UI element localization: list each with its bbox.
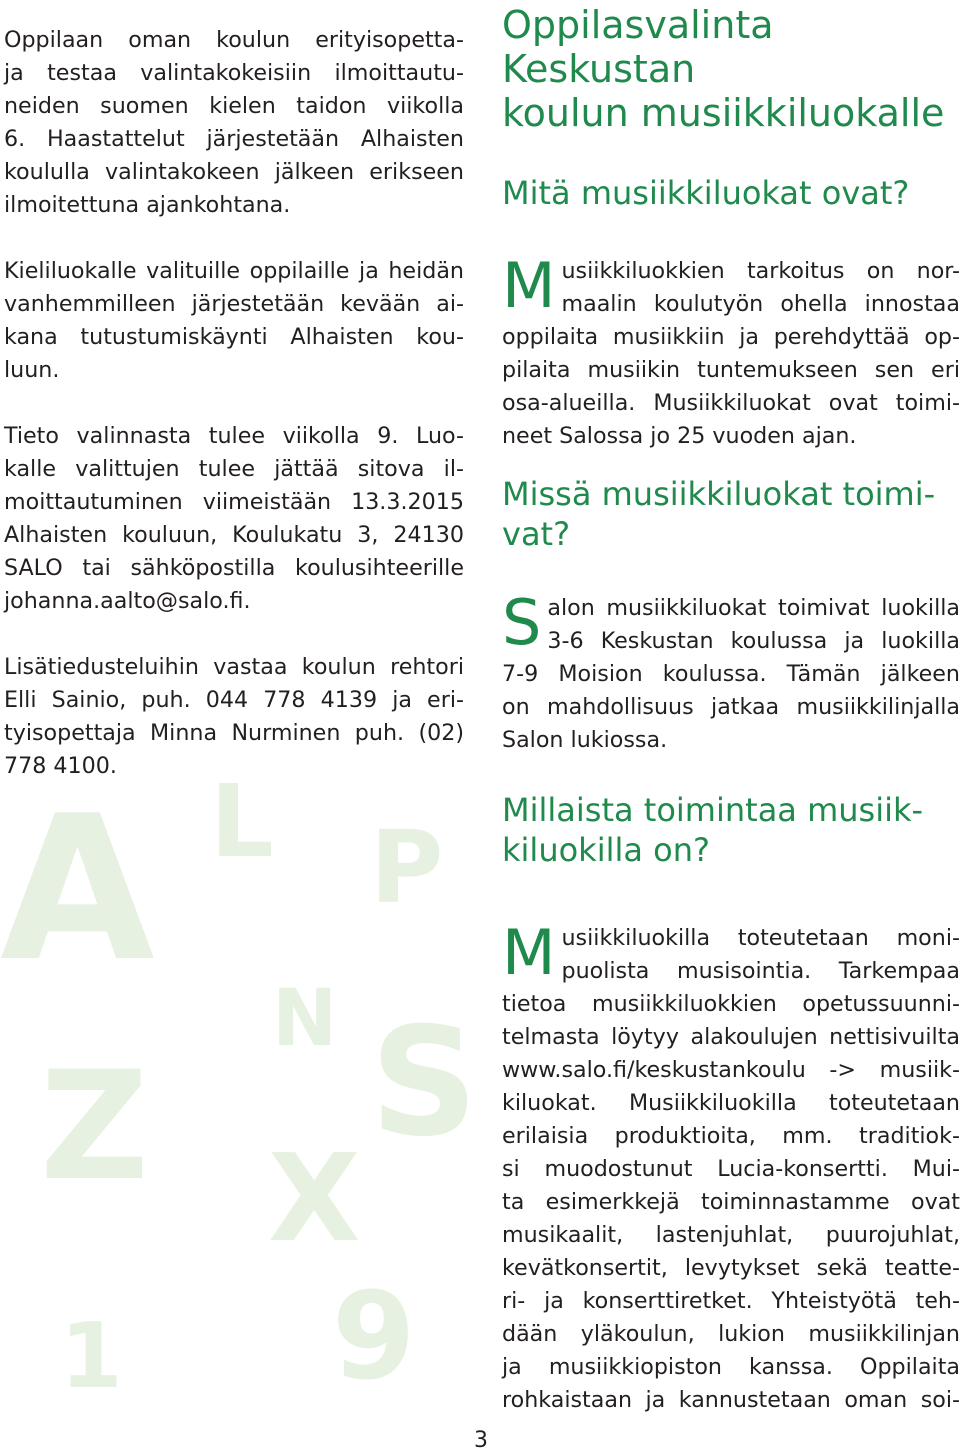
text-line: erilaisia produktioita, mm. traditiok- — [502, 1123, 960, 1149]
dropcap-s: S — [502, 586, 542, 659]
text-line: kana tutustumiskäynti Alhaisten kou- — [4, 324, 464, 350]
heading-line: kiluokilla on? — [502, 831, 710, 869]
text-line: osa-alueilla. Musiikkiluokat ovat toimi- — [502, 390, 960, 416]
decor-letter-p: P — [370, 809, 444, 926]
right-column — [502, 0, 960, 1450]
text-line: kiluokat. Musiikkiluokilla toteutetaan — [502, 1090, 960, 1116]
text-line: ta esimerkkejä toiminnastamme ovat — [502, 1189, 960, 1215]
title-line: koulun musiikkiluokalle — [502, 91, 945, 135]
text-line: Oppilaan oman koulun erityisopetta- — [4, 27, 464, 53]
text-line: kalle valittujen tulee jättää sitova il- — [4, 456, 464, 482]
text-line: oppilaita musiikkiin ja perehdyttää op- — [502, 324, 960, 350]
decor-letter-n: N — [272, 974, 338, 1064]
decor-digit-9: 9 — [332, 1268, 416, 1407]
section-activity-text — [502, 916, 960, 1417]
text-line: on mahdollisuus jatkaa musiikkilinjalla — [502, 694, 960, 720]
text-line: vanhemmilleen järjestetään kevään ai- — [4, 291, 464, 317]
text-line: ja musiikkiopiston kanssa. Oppilaita — [502, 1354, 960, 1380]
text-line: pilaita musiikin tuntemukseen sen eri — [502, 357, 960, 383]
paragraph-entrance-test — [4, 24, 464, 222]
decor-letter-l: L — [210, 763, 274, 880]
text-line: 778 4100. — [4, 753, 117, 779]
decor-letter-z: Z — [40, 1040, 149, 1214]
text-line: rohkaistaan ja kannustetaan oman soi- — [502, 1387, 960, 1413]
text-line: ja testaa valintakokeisiin ilmoittautu- — [4, 60, 464, 86]
text-line: koululla valintakokeen jälkeen erikseen — [4, 159, 464, 185]
dropcap-m: M — [502, 249, 556, 322]
section-what-text — [502, 249, 960, 453]
email-link[interactable]: johanna.aalto@salo.fi. — [4, 588, 251, 614]
text-line: 3-6 Keskustan koulussa ja luokilla — [547, 628, 960, 654]
page-title — [502, 3, 960, 135]
text-line: kevätkonsertit, levytykset sekä teatte- — [502, 1255, 960, 1281]
text-line: tietoa musiikkiluokkien opetussuunni- — [502, 991, 960, 1017]
text-line: ri- ja konserttiretket. Yhteistyötä teh- — [502, 1288, 960, 1314]
text-line: alon musiikkiluokat toimivat luokilla — [547, 595, 960, 621]
text-line: tyisopettaja Minna Nurminen puh. (02) — [4, 720, 464, 746]
text-line: Elli Sainio, puh. 044 778 4139 ja eri- — [4, 687, 464, 713]
text-line: 6. Haastattelut järjestetään Alhaisten — [4, 126, 464, 152]
heading-what: Mitä musiikkiluokat ovat? — [502, 174, 910, 212]
text-line: neiden suomen kielen taidon viikolla — [4, 93, 464, 119]
text-line: Salon lukiossa. — [502, 727, 668, 753]
heading-line: Millaista toimintaa musiik- — [502, 791, 924, 829]
dropcap-m: M — [502, 916, 556, 989]
text-line: SALO tai sähköpostilla koulusihteerille — [4, 555, 464, 581]
decor-letter-x: X — [268, 1130, 361, 1269]
text-line: usiikkiluokkien tarkoitus on nor- — [561, 258, 960, 284]
decor-digit-1: 1 — [60, 1304, 123, 1409]
decor-letter-a: A — [0, 773, 155, 1006]
left-column — [4, 24, 464, 816]
text-line: musikaalit, lastenjuhlat, puurojuhlat, — [502, 1222, 960, 1248]
text-line: puolista musisointia. Tarkempaa — [561, 958, 960, 984]
text-line: usiikkiluokilla toteutetaan moni- — [561, 925, 960, 951]
text-line: dään yläkoulun, lukion musiikkilinjan — [502, 1321, 960, 1347]
text-line: neet Salossa jo 25 vuoden ajan. — [502, 423, 857, 449]
text-line: www.salo.fi/keskustankoulu -> musiik- — [502, 1057, 960, 1083]
paragraph-contacts — [4, 651, 464, 783]
page-number: 3 — [474, 1428, 488, 1453]
text-line: ilmoitettuna ajankohtana. — [4, 192, 291, 218]
decor-letter-s: S — [370, 996, 479, 1170]
section-where-text — [502, 586, 960, 757]
paragraph-visit — [4, 255, 464, 387]
heading-where — [502, 474, 960, 554]
text-line: Tieto valinnasta tulee viikolla 9. Luo- — [4, 423, 464, 449]
heading-line: vat? — [502, 515, 571, 553]
text-line: luun. — [4, 357, 60, 383]
text-line: si muodostunut Lucia-konsertti. Mui- — [502, 1156, 960, 1182]
paragraph-selection-info — [4, 420, 464, 618]
text-line: Lisätiedusteluihin vastaa koulun rehtori — [4, 654, 464, 680]
heading-activity — [502, 790, 960, 870]
text-line: maalin koulutyön ohella innostaa — [561, 291, 960, 317]
text-line: moittautuminen viimeistään 13.3.2015 — [4, 489, 464, 515]
heading-line: Missä musiikkiluokat toimi- — [502, 475, 936, 513]
text-line: Kieliluokalle valituille oppilaille ja heidän — [4, 258, 464, 284]
text-line: 7-9 Moision koulussa. Tämän jälkeen — [502, 661, 960, 687]
title-line: Oppilasvalinta Keskustan — [502, 3, 774, 91]
text-line: telmasta löytyy alakoulujen nettisivuilta — [502, 1024, 960, 1050]
text-line: Alhaisten kouluun, Koulukatu 3, 24130 — [4, 522, 464, 548]
